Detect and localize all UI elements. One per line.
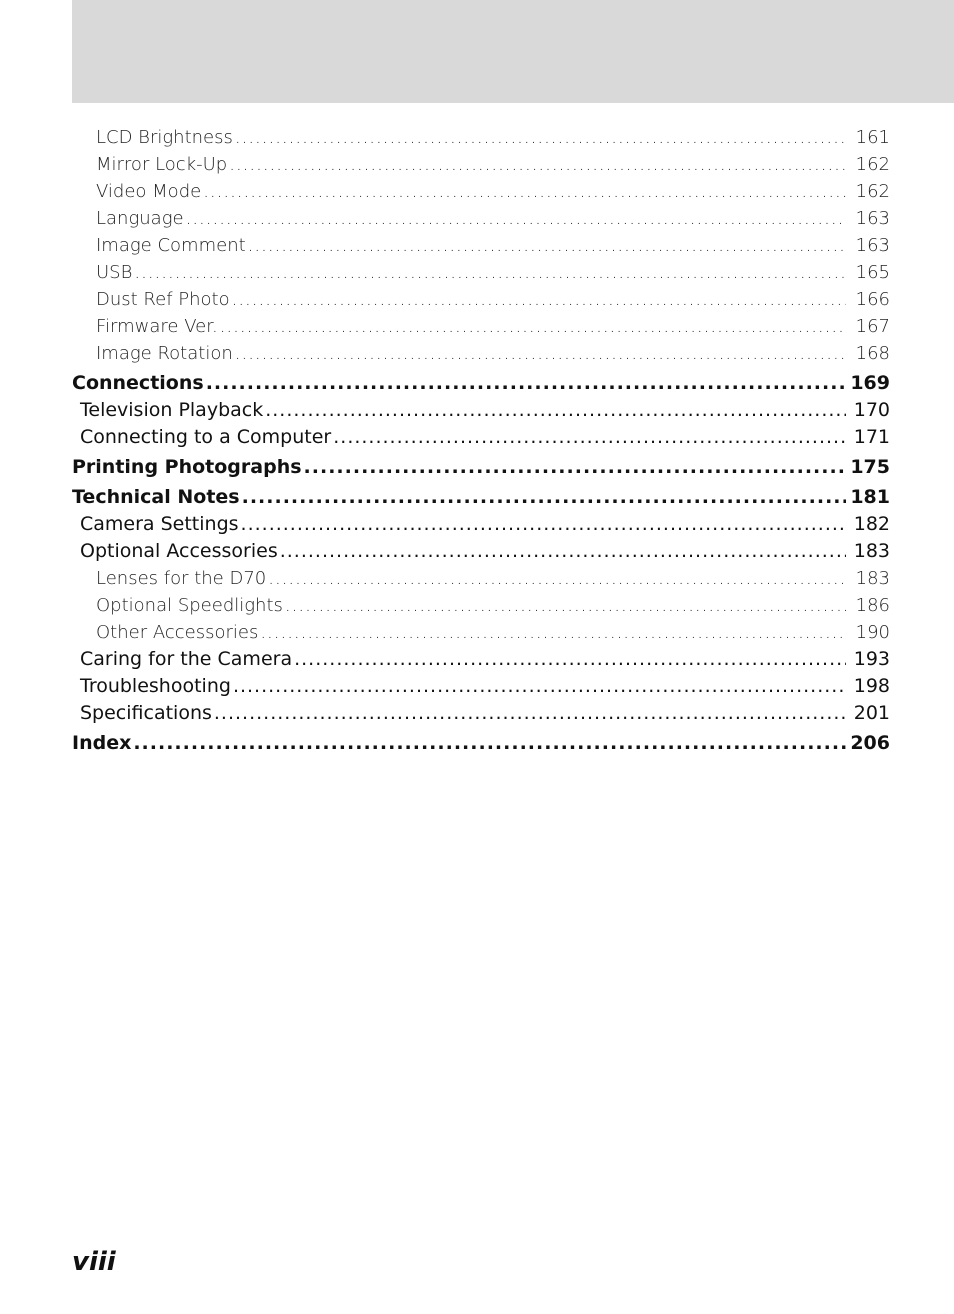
toc-entry[interactable] [72, 424, 890, 451]
toc-entry-page: 190 [855, 622, 890, 643]
toc-entry-page: 163 [855, 208, 890, 229]
dot-leader [248, 232, 846, 259]
dot-leader [241, 511, 846, 538]
toc-entry[interactable] [72, 454, 890, 481]
toc-entry-page: 163 [855, 235, 890, 256]
toc-entry[interactable] [72, 511, 890, 538]
toc-entry[interactable] [72, 646, 890, 673]
toc-entry-page: 162 [855, 181, 890, 202]
toc-entry[interactable] [72, 313, 890, 340]
toc-entry-title: Camera Settings [80, 513, 239, 535]
dot-leader [333, 424, 846, 451]
toc-entry-title: LCD Brightness [96, 127, 233, 148]
toc-entry[interactable] [72, 484, 890, 511]
toc-entry-page: 167 [855, 316, 890, 337]
toc-entry-title: USB [96, 262, 133, 283]
toc-entry-page: 161 [855, 127, 890, 148]
toc-entry-page: 201 [853, 702, 890, 724]
dot-leader [229, 151, 846, 178]
toc-entry-page: 166 [855, 289, 890, 310]
toc-entry-page: 183 [855, 568, 890, 589]
toc-entry[interactable] [72, 151, 890, 178]
toc-entry-title: Optional Speedlights [96, 595, 283, 616]
toc-entry-title: Video Mode [96, 181, 202, 202]
toc-entry-title: Troubleshooting [80, 675, 231, 697]
toc-entry[interactable] [72, 673, 890, 700]
toc-entry-title: Technical Notes [72, 486, 240, 508]
dot-leader [285, 592, 846, 619]
toc-entry-title: Lenses for the D70 [96, 568, 267, 589]
toc-entry[interactable] [72, 619, 890, 646]
dot-leader [133, 730, 846, 757]
header-band [72, 0, 954, 103]
dot-leader [304, 454, 846, 481]
toc-entry[interactable] [72, 124, 890, 151]
dot-leader [235, 340, 846, 367]
toc-entry-page: 162 [855, 154, 890, 175]
toc-entry-page: 206 [850, 732, 890, 754]
toc-entry-page: 168 [855, 343, 890, 364]
toc-entry-title: Other Accessories [96, 622, 259, 643]
dot-leader [242, 484, 846, 511]
dot-leader [214, 700, 846, 727]
toc-entry[interactable] [72, 397, 890, 424]
toc-entry[interactable] [72, 730, 890, 757]
toc-entry-page: 198 [853, 675, 890, 697]
dot-leader [233, 673, 846, 700]
toc-entry-page: 171 [853, 426, 890, 448]
toc-entry-title: Caring for the Camera [80, 648, 293, 670]
toc-entry-page: 182 [853, 513, 890, 535]
toc-entry-page: 186 [855, 595, 890, 616]
toc-entry-title: Specifications [80, 702, 212, 724]
table-of-contents [72, 124, 890, 757]
toc-entry-page: 183 [853, 540, 890, 562]
toc-entry-title: Image Comment [96, 235, 246, 256]
toc-entry-title: Image Rotation [96, 343, 233, 364]
dot-leader [134, 259, 846, 286]
toc-entry-title: Connecting to a Computer [80, 426, 332, 448]
toc-entry[interactable] [72, 340, 890, 367]
dot-leader [268, 565, 846, 592]
toc-entry-title: Printing Photographs [72, 456, 302, 478]
toc-entry[interactable] [72, 565, 890, 592]
toc-entry-title: Firmware Ver. [96, 316, 218, 337]
toc-entry-title: Index [72, 732, 132, 754]
dot-leader [294, 646, 846, 673]
toc-entry-title: Language [96, 208, 184, 229]
toc-entry[interactable] [72, 700, 890, 727]
dot-leader [220, 313, 846, 340]
toc-entry-title: Optional Accessories [80, 540, 278, 562]
toc-entry[interactable] [72, 259, 890, 286]
dot-leader [206, 370, 846, 397]
toc-entry-title: Television Playback [80, 399, 264, 421]
dot-leader [260, 619, 846, 646]
toc-entry-page: 193 [853, 648, 890, 670]
toc-entry[interactable] [72, 370, 890, 397]
dot-leader [280, 538, 846, 565]
dot-leader [235, 124, 846, 151]
toc-entry[interactable] [72, 286, 890, 313]
toc-entry-title: Dust Ref Photo [96, 289, 230, 310]
dot-leader [232, 286, 846, 313]
toc-entry-page: 170 [853, 399, 890, 421]
toc-entry[interactable] [72, 232, 890, 259]
page-number: viii [72, 1247, 116, 1277]
toc-entry[interactable] [72, 178, 890, 205]
toc-entry[interactable] [72, 205, 890, 232]
toc-entry-page: 181 [850, 486, 890, 508]
dot-leader [203, 178, 846, 205]
toc-entry-page: 175 [850, 456, 890, 478]
toc-entry[interactable] [72, 538, 890, 565]
toc-entry-page: 169 [850, 372, 890, 394]
toc-entry[interactable] [72, 592, 890, 619]
toc-entry-page: 165 [855, 262, 890, 283]
dot-leader [265, 397, 846, 424]
toc-entry-title: Connections [72, 372, 204, 394]
dot-leader [186, 205, 846, 232]
toc-entry-title: Mirror Lock-Up [96, 154, 228, 175]
